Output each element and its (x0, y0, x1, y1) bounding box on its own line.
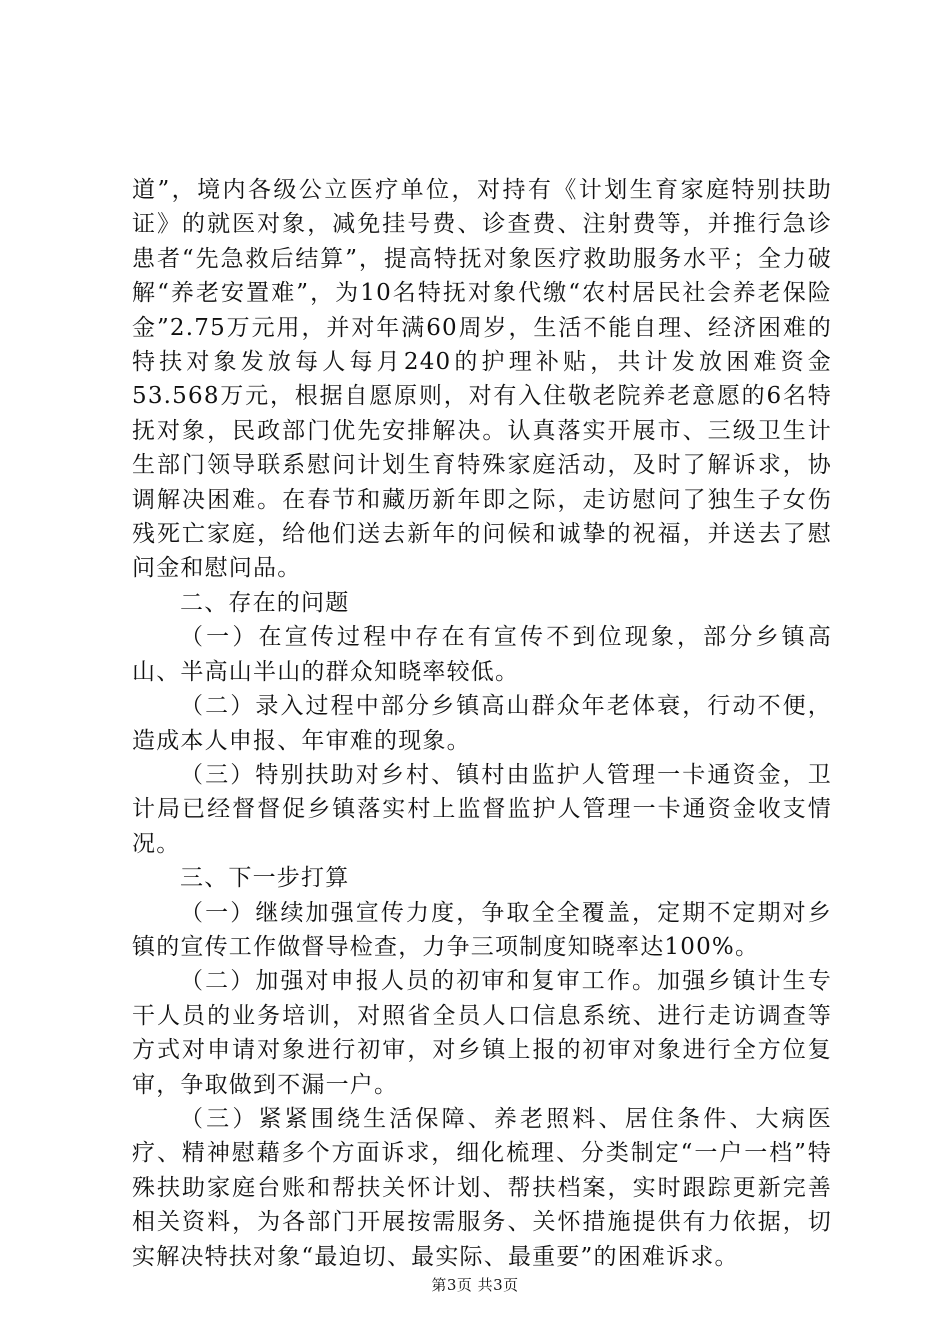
problem-item-1: （一）在宣传过程中存在有宣传不到位现象，部分乡镇高山、半高山半山的群众知晓率较低。 (132, 624, 832, 685)
next-step-item-1: （一）继续加强宣传力度，争取全全覆盖，定期不定期对乡镇的宣传工作做督导检查，力争三项制度知晓率达100%。 (132, 899, 832, 960)
problem-item-3: （三）特别扶助对乡村、镇村由监护人管理一卡通资金，卫计局已经督督促乡镇落实村上监督监护人管理一卡通资金收支情况。 (132, 761, 832, 857)
problem-item-2: （二）录入过程中部分乡镇高山群众年老体衰，行动不便，造成本人申报、年审难的现象。 (132, 693, 832, 754)
section-heading-problems: 二、存在的问题 (180, 589, 350, 616)
page-number-footer: 第3页 共3页 (431, 1276, 519, 1294)
next-step-item-3: （三）紧紧围绕生活保障、养老照料、居住条件、大病医疗、精神慰藉多个方面诉求，细化梳理、分类制定“一户一档”特殊扶助家庭台账和帮扶关怀计划、帮扶档案，实时跟踪更新完善相关资料，为各部门开展按需服务、关怀措施提供有力依据，切实解决特扶对象“最迫切、最实际、最重要”的困难诉求。 (132, 1105, 832, 1270)
section-heading-next-steps: 三、下一步打算 (180, 865, 350, 892)
document-body (132, 173, 832, 1274)
paragraph-continuation: 道”，境内各级公立医疗单位，对持有《计划生育家庭特别扶助证》的就医对象，减免挂号费、诊查费、注射费等，并推行急诊患者“先急救后结算”，提高特抚对象医疗救助服务水平；全力破解“养老安置难”，为10名特抚对象代缴“农村居民社会养老保险金”2.75万元用，并对年满60周岁，生活不能自理、经济困难的特扶对象发放每人每月240的护理补贴，共计发放困难资金53.568万元，根据自愿原则，对有入住敬老院养老意愿的6名特抚对象，民政部门优先安排解决。认真落实开展市、三级卫生计生部门领导联系慰问计划生育特殊家庭活动，及时了解诉求，协调解决困难。在春节和藏历新年即之际，走访慰问了独生子女伤残死亡家庭，给他们送去新年的问候和诚挚的祝福，并送去了慰问金和慰问品。 (132, 177, 832, 582)
next-step-item-2: （二）加强对申报人员的初审和复审工作。加强乡镇计生专干人员的业务培训，对照省全员人口信息系统、进行走访调查等方式对申请对象进行初审，对乡镇上报的初审对象进行全方位复审，争取做到不漏一户。 (132, 968, 832, 1098)
